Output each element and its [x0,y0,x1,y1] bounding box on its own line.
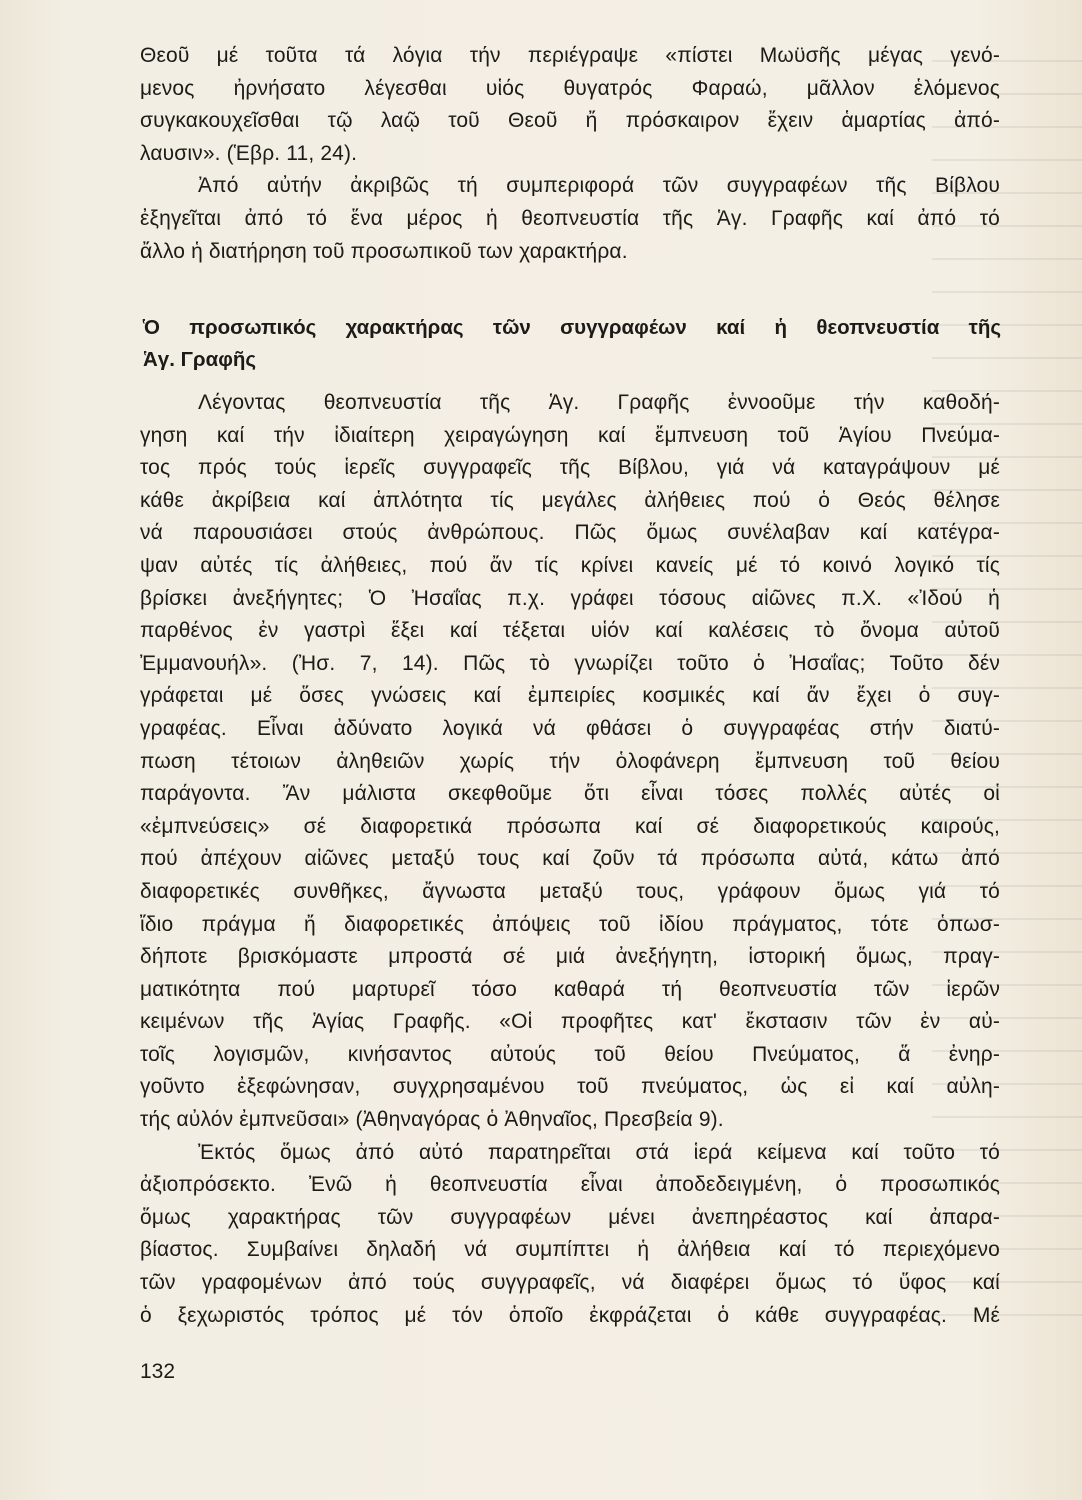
text-line: «ἐμπνεύσεις» σέ διαφορετικά πρόσωπα καί σέ διαφορετικούς καιρούς, [140,814,1000,838]
text-line: ἀξιοπρόσεκτο. Ἐνῶ ἡ θεοπνευστία εἶναι ἀποδεδειγμένη, ὁ προσωπικός [140,1173,1000,1197]
text-line: τοῖς λογισμῶν, κινήσαντος αὐτούς τοῦ θείου Πνεύματος, ἅ ἐνηρ- [140,1042,1000,1066]
text-line: παρθένος ἐν γαστρὶ ἕξει καί τέξεται υἱόν καί καλέσεις τὸ ὄνομα αὐτοῦ [140,619,1000,643]
heading-line: Ὁ προσωπικός χαρακτήρας τῶν συγγραφέων καί ἡ θεοπνευστία τῆς [143,316,1001,339]
heading-line: Ἁγ. Γραφῆς [143,348,257,371]
page-number: 132 [140,1360,176,1383]
text-line: γηση καί τήν ἰδιαίτερη χειραγώγηση καί ἔμπνευση τοῦ Ἁγίου Πνεύμα- [140,423,1000,447]
body-paragraphs [140,387,1000,1332]
text-line: παράγοντα. Ἄν μάλιστα σκεφθοῦμε ὅτι εἶναι τόσες πολλές αὐτές οἱ [140,782,1000,806]
text-line: ὅμως χαρακτήρας τῶν συγγραφέων μένει ἀνεπηρέαστος καί ἀπαρα- [140,1205,1000,1229]
text-line: ἴδιο πράγμα ἤ διαφορετικές ἀπόψεις τοῦ ἰδίου πράγματος, τότε ὁπωσ- [140,912,1000,936]
text-line: διαφορετικές συνθῆκες, ἄγνωστα μεταξύ τους, γράφουν ὅμως γιά τό [140,879,1000,903]
text-line: Ἀπό αὐτήν ἀκριβῶς τή συμπεριφορά τῶν συγγραφέων τῆς Βίβλου [198,174,1000,198]
text-line: Θεοῦ μέ τοῦτα τά λόγια τήν περιέγραψε «πίστει Μωϋσῆς μέγας γενό- [140,44,1000,67]
text-line: πού ἀπέχουν αἰῶνες μεταξύ τους καί ζοῦν τά πρόσωπα αὐτά, κάτω ἀπό [140,847,1000,871]
text-line: συγκακουχεῖσθαι τῷ λαῷ τοῦ Θεοῦ ἤ πρόσκαιρον ἔχειν ἁμαρτίας ἀπό- [140,109,1000,133]
text-line: Λέγοντας θεοπνευστία τῆς Ἁγ. Γραφῆς ἐννοοῦμε τήν καθοδή- [198,391,1000,414]
text-line: δήποτε βρισκόμαστε μπροστά σέ μιά ἀνεξήγητη, ἱστορική ὅμως, πραγ- [140,945,1000,969]
text-line: γοῦντο ἐξεφώνησαν, συγχρησαμένου τοῦ πνεύματος, ὡς εἰ καί αὐλη- [140,1075,1000,1099]
text-line: κειμένων τῆς Ἁγίας Γραφῆς. «Οἱ προφῆτες κατ' ἔκστασιν τῶν ἐν αὐ- [140,1010,1000,1034]
text-line: τος πρός τούς ἱερεῖς συγγραφεῖς τῆς Βίβλου, γιά νά καταγράψουν μέ [140,456,1000,480]
text-line: ματικότητα πού μαρτυρεῖ τόσο καθαρά τή θεοπνευστία τῶν ἱερῶν [140,977,1000,1001]
text-line: ψαν αὐτές τίς ἀλήθειες, πού ἄν τίς κρίνει κανείς μέ τό κοινό λογικό τίς [140,553,1000,577]
text-line: ἄλλο ἡ διατήρηση τοῦ προσωπικοῦ των χαρακτήρα. [140,239,628,263]
section-heading [143,312,1001,376]
text-line: λαυσιν». (Ἑβρ. 11, 24). [140,141,358,165]
text-line: κάθε ἀκρίβεια καί ἁπλότητα τίς μεγάλες ἀλήθειες πού ὁ Θεός θέλησε [140,488,1000,512]
text-line: γράφεται μέ ὅσες γνώσεις καί ἐμπειρίες κοσμικές καί ἄν ἔχει ὁ συγ- [140,684,1000,708]
text-line: Ἐμμανουήλ». (Ἠσ. 7, 14). Πῶς τὸ γνωρίζει τοῦτο ὁ Ἠσαΐας; Τοῦτο δέν [140,651,1000,675]
text-line: γραφέας. Εἶναι ἀδύνατο λογικά νά φθάσει ὁ συγγραφέας στήν διατύ- [140,716,1000,740]
text-line: τῶν γραφομένων ἀπό τούς συγγραφεῖς, νά διαφέρει ὅμως τό ὕφος καί [140,1271,1000,1295]
intro-paragraphs [140,40,1000,268]
text-line: Ἐκτός ὅμως ἀπό αὐτό παρατηρεῖται στά ἱερά κείμενα καί τοῦτο τό [198,1140,1000,1164]
text-line: ὁ ξεχωριστός τρόπος μέ τόν ὁποῖο ἐκφράζεται ὁ κάθε συγγραφέας. Μέ [140,1303,1000,1327]
text-line: πωση τέτοιων ἀληθειῶν χωρίς τήν ὁλοφάνερη ἔμπνευση τοῦ θείου [140,749,1000,773]
text-line: μενος ἠρνήσατο λέγεσθαι υἱός θυγατρός Φαραώ, μᾶλλον ἑλόμενος [140,76,1000,100]
text-line: βρίσκει ἀνεξήγητες; Ὁ Ἠσαΐας π.χ. γράφει τόσους αἰῶνες π.Χ. «Ἰδού ἡ [140,586,1000,610]
text-line: νά παρουσιάσει στούς ἀνθρώπους. Πῶς ὅμως συνέλαβαν καί κατέγρα- [140,521,1000,545]
text-line: βίαστος. Συμβαίνει δηλαδή νά συμπίπτει ἡ ἀλήθεια καί τό περιεχόμενο [140,1238,1000,1262]
text-line: ἐξηγεῖται ἀπό τό ἕνα μέρος ἡ θεοπνευστία τῆς Ἁγ. Γραφῆς καί ἀπό τό [140,206,1000,230]
text-line: τής αὐλόν ἐμπνεῦσαι» (Ἀθηναγόρας ὁ Ἀθηναῖος, Πρεσβεία 9). [140,1108,724,1132]
